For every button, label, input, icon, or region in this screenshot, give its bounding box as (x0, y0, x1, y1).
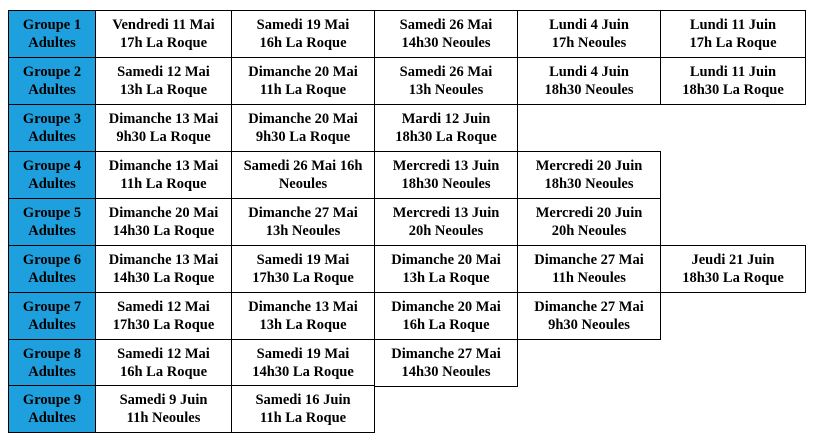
group-label-line: Groupe 5 (22, 205, 82, 221)
group-label (8, 151, 96, 199)
session-cell (231, 104, 375, 152)
session-cell-line: 11h Neoules (552, 270, 626, 286)
session-cell-line: Samedi 19 Mai (256, 17, 350, 33)
session-cell-line: 18h30 Neoules (544, 82, 634, 98)
session-cell (231, 245, 375, 293)
group-label-line: Groupe 6 (22, 252, 82, 268)
session-cell (231, 57, 375, 105)
session-cell-line: 13h La Roque (259, 317, 347, 333)
session-cell (517, 10, 661, 58)
session-cell-line: 17h30 La Roque (252, 270, 354, 286)
group-label-line: Adultes (28, 364, 76, 380)
session-cell (231, 198, 375, 246)
session-cell (517, 198, 661, 246)
session-cell-line: 14h30 La Roque (112, 270, 215, 286)
session-cell-line: Dimanche 13 Mai (108, 252, 219, 268)
group-label (8, 198, 96, 246)
session-cell-line: Dimanche 27 Mai (534, 299, 644, 315)
session-cell-line: 13h La Roque (119, 82, 208, 98)
session-cell-line: Samedi 16 Juin (255, 392, 351, 408)
session-cell-line: 14h30 La Roque (252, 364, 354, 380)
session-cell-line: 11h Neoules (126, 410, 201, 426)
session-cell-line: 18h30 Neoules (544, 176, 634, 192)
group-label-line: Groupe 1 (22, 17, 82, 33)
session-cell (374, 245, 518, 293)
session-cell-line: 9h30 La Roque (255, 129, 351, 145)
session-cell-line: Mercredi 13 Juin (392, 158, 500, 174)
session-cell-line: Dimanche 20 Mai (391, 299, 501, 315)
session-cell (517, 151, 661, 199)
session-cell-line: 17h30 La Roque (112, 317, 215, 333)
group-label-line: Adultes (28, 35, 76, 51)
session-cell-line: Lundi 11 Juin (689, 64, 777, 80)
session-cell (374, 339, 518, 387)
session-cell-line: 13h La Roque (402, 270, 490, 286)
session-cell-line: 11h La Roque (259, 82, 347, 98)
group-label (8, 10, 96, 58)
session-cell (95, 292, 232, 340)
session-cell-line: Dimanche 13 Mai (248, 299, 358, 315)
session-cell-line: Mercredi 20 Juin (535, 158, 643, 174)
session-cell (517, 57, 661, 105)
session-cell-line: Dimanche 20 Mai (248, 64, 358, 80)
session-cell-line: 13h Neoules (265, 223, 341, 239)
group-label (8, 339, 96, 387)
session-cell-line: Dimanche 27 Mai (534, 252, 644, 268)
session-cell-line: 18h30 La Roque (395, 129, 497, 145)
session-cell-line: 14h30 La Roque (112, 223, 215, 239)
session-cell (660, 57, 806, 105)
session-cell-line: 11h La Roque (259, 410, 347, 426)
session-cell-line: Lundi 4 Juin (549, 17, 629, 33)
session-cell-line: Dimanche 13 Mai (108, 158, 219, 174)
group-label-line: Adultes (28, 317, 76, 333)
session-cell-line: Samedi 19 Mai (256, 346, 350, 362)
session-cell-line: 11h La Roque (120, 176, 207, 192)
session-cell-line: Samedi 19 Mai (256, 252, 350, 268)
session-cell-line: Samedi 9 Juin (119, 392, 208, 408)
session-cell-line: Mercredi 13 Juin (392, 205, 500, 221)
session-cell-line: Vendredi 11 Mai (112, 17, 215, 33)
session-cell-line: Mercredi 20 Juin (535, 205, 643, 221)
session-cell-line: Dimanche 13 Mai (108, 111, 219, 127)
session-cell (660, 10, 806, 58)
session-cell (517, 292, 661, 340)
session-cell-line: 16h La Roque (119, 364, 208, 380)
session-cell-line: 14h30 Neoules (401, 35, 491, 51)
session-cell (374, 151, 518, 199)
group-label-line: Adultes (28, 176, 76, 192)
session-cell (231, 339, 375, 387)
session-cell (95, 57, 232, 105)
group-label (8, 57, 96, 105)
session-cell (95, 385, 232, 433)
group-label-line: Adultes (28, 270, 76, 286)
session-cell (374, 104, 518, 152)
group-label-line: Adultes (28, 223, 76, 239)
session-cell-line: Samedi 26 Mai (399, 17, 493, 33)
group-label-line: Groupe 7 (22, 299, 82, 315)
session-cell-line: 13h Neoules (408, 82, 484, 98)
session-cell (95, 339, 232, 387)
group-label-line: Groupe 4 (22, 158, 82, 174)
session-cell-line: Mardi 12 Juin (401, 111, 491, 127)
session-cell-line: 17h Neoules (551, 35, 627, 51)
session-cell (231, 292, 375, 340)
session-cell-line: 17h La Roque (689, 35, 777, 51)
session-cell (95, 151, 232, 199)
group-label-line: Adultes (28, 129, 76, 145)
session-cell-line: Lundi 11 Juin (689, 17, 777, 33)
group-label-line: Adultes (28, 410, 76, 426)
group-label (8, 292, 96, 340)
session-cell-line: Dimanche 20 Mai (248, 111, 358, 127)
session-cell-line: 20h Neoules (551, 223, 627, 239)
session-cell-line: Dimanche 20 Mai (108, 205, 219, 221)
group-label-line: Groupe 2 (22, 64, 82, 80)
session-cell-line: 18h30 La Roque (682, 82, 784, 98)
session-cell-line: 17h La Roque (119, 35, 208, 51)
group-label-line: Groupe 8 (22, 346, 82, 362)
session-cell (231, 385, 375, 433)
group-label (8, 385, 96, 433)
group-label (8, 245, 96, 293)
session-cell (95, 245, 232, 293)
session-cell-line: 16h La Roque (259, 35, 347, 51)
group-label-line: Groupe 3 (22, 111, 82, 127)
session-cell-line: Samedi 12 Mai (117, 64, 210, 80)
session-cell (660, 245, 806, 293)
session-cell (231, 10, 375, 58)
session-cell (95, 104, 232, 152)
session-cell-line: 9h30 Neoules (548, 317, 630, 333)
session-cell (374, 292, 518, 340)
session-cell-line: 14h30 Neoules (401, 364, 491, 380)
session-cell (517, 245, 661, 293)
session-cell-line: 18h30 La Roque (682, 270, 784, 286)
session-cell-line: Samedi 12 Mai (117, 299, 210, 315)
session-cell (95, 10, 232, 58)
session-cell-line: Dimanche 20 Mai (391, 252, 501, 268)
group-label (8, 104, 96, 152)
group-label-line: Adultes (28, 82, 76, 98)
session-cell-line: 18h30 Neoules (401, 176, 491, 192)
session-cell-line: Samedi 26 Mai (399, 64, 493, 80)
session-cell (231, 151, 375, 199)
session-cell-line: Lundi 4 Juin (549, 64, 629, 80)
session-cell-line: Jeudi 21 Juin (691, 252, 775, 268)
group-label-line: Groupe 9 (22, 392, 82, 408)
session-cell-line: 9h30 La Roque (116, 129, 211, 145)
session-cell (374, 198, 518, 246)
session-cell (374, 10, 518, 58)
session-cell-line: 20h Neoules (408, 223, 484, 239)
session-cell-line: Dimanche 27 Mai (248, 205, 358, 221)
session-cell-line: Dimanche 27 Mai (391, 346, 501, 362)
session-cell (374, 57, 518, 105)
session-cell-line: 16h La Roque (402, 317, 490, 333)
session-cell (95, 198, 232, 246)
session-cell-line: Samedi 12 Mai (117, 346, 210, 362)
session-cell-line: Samedi 26 Mai 16h (243, 158, 363, 174)
session-cell-line: Neoules (278, 176, 328, 192)
